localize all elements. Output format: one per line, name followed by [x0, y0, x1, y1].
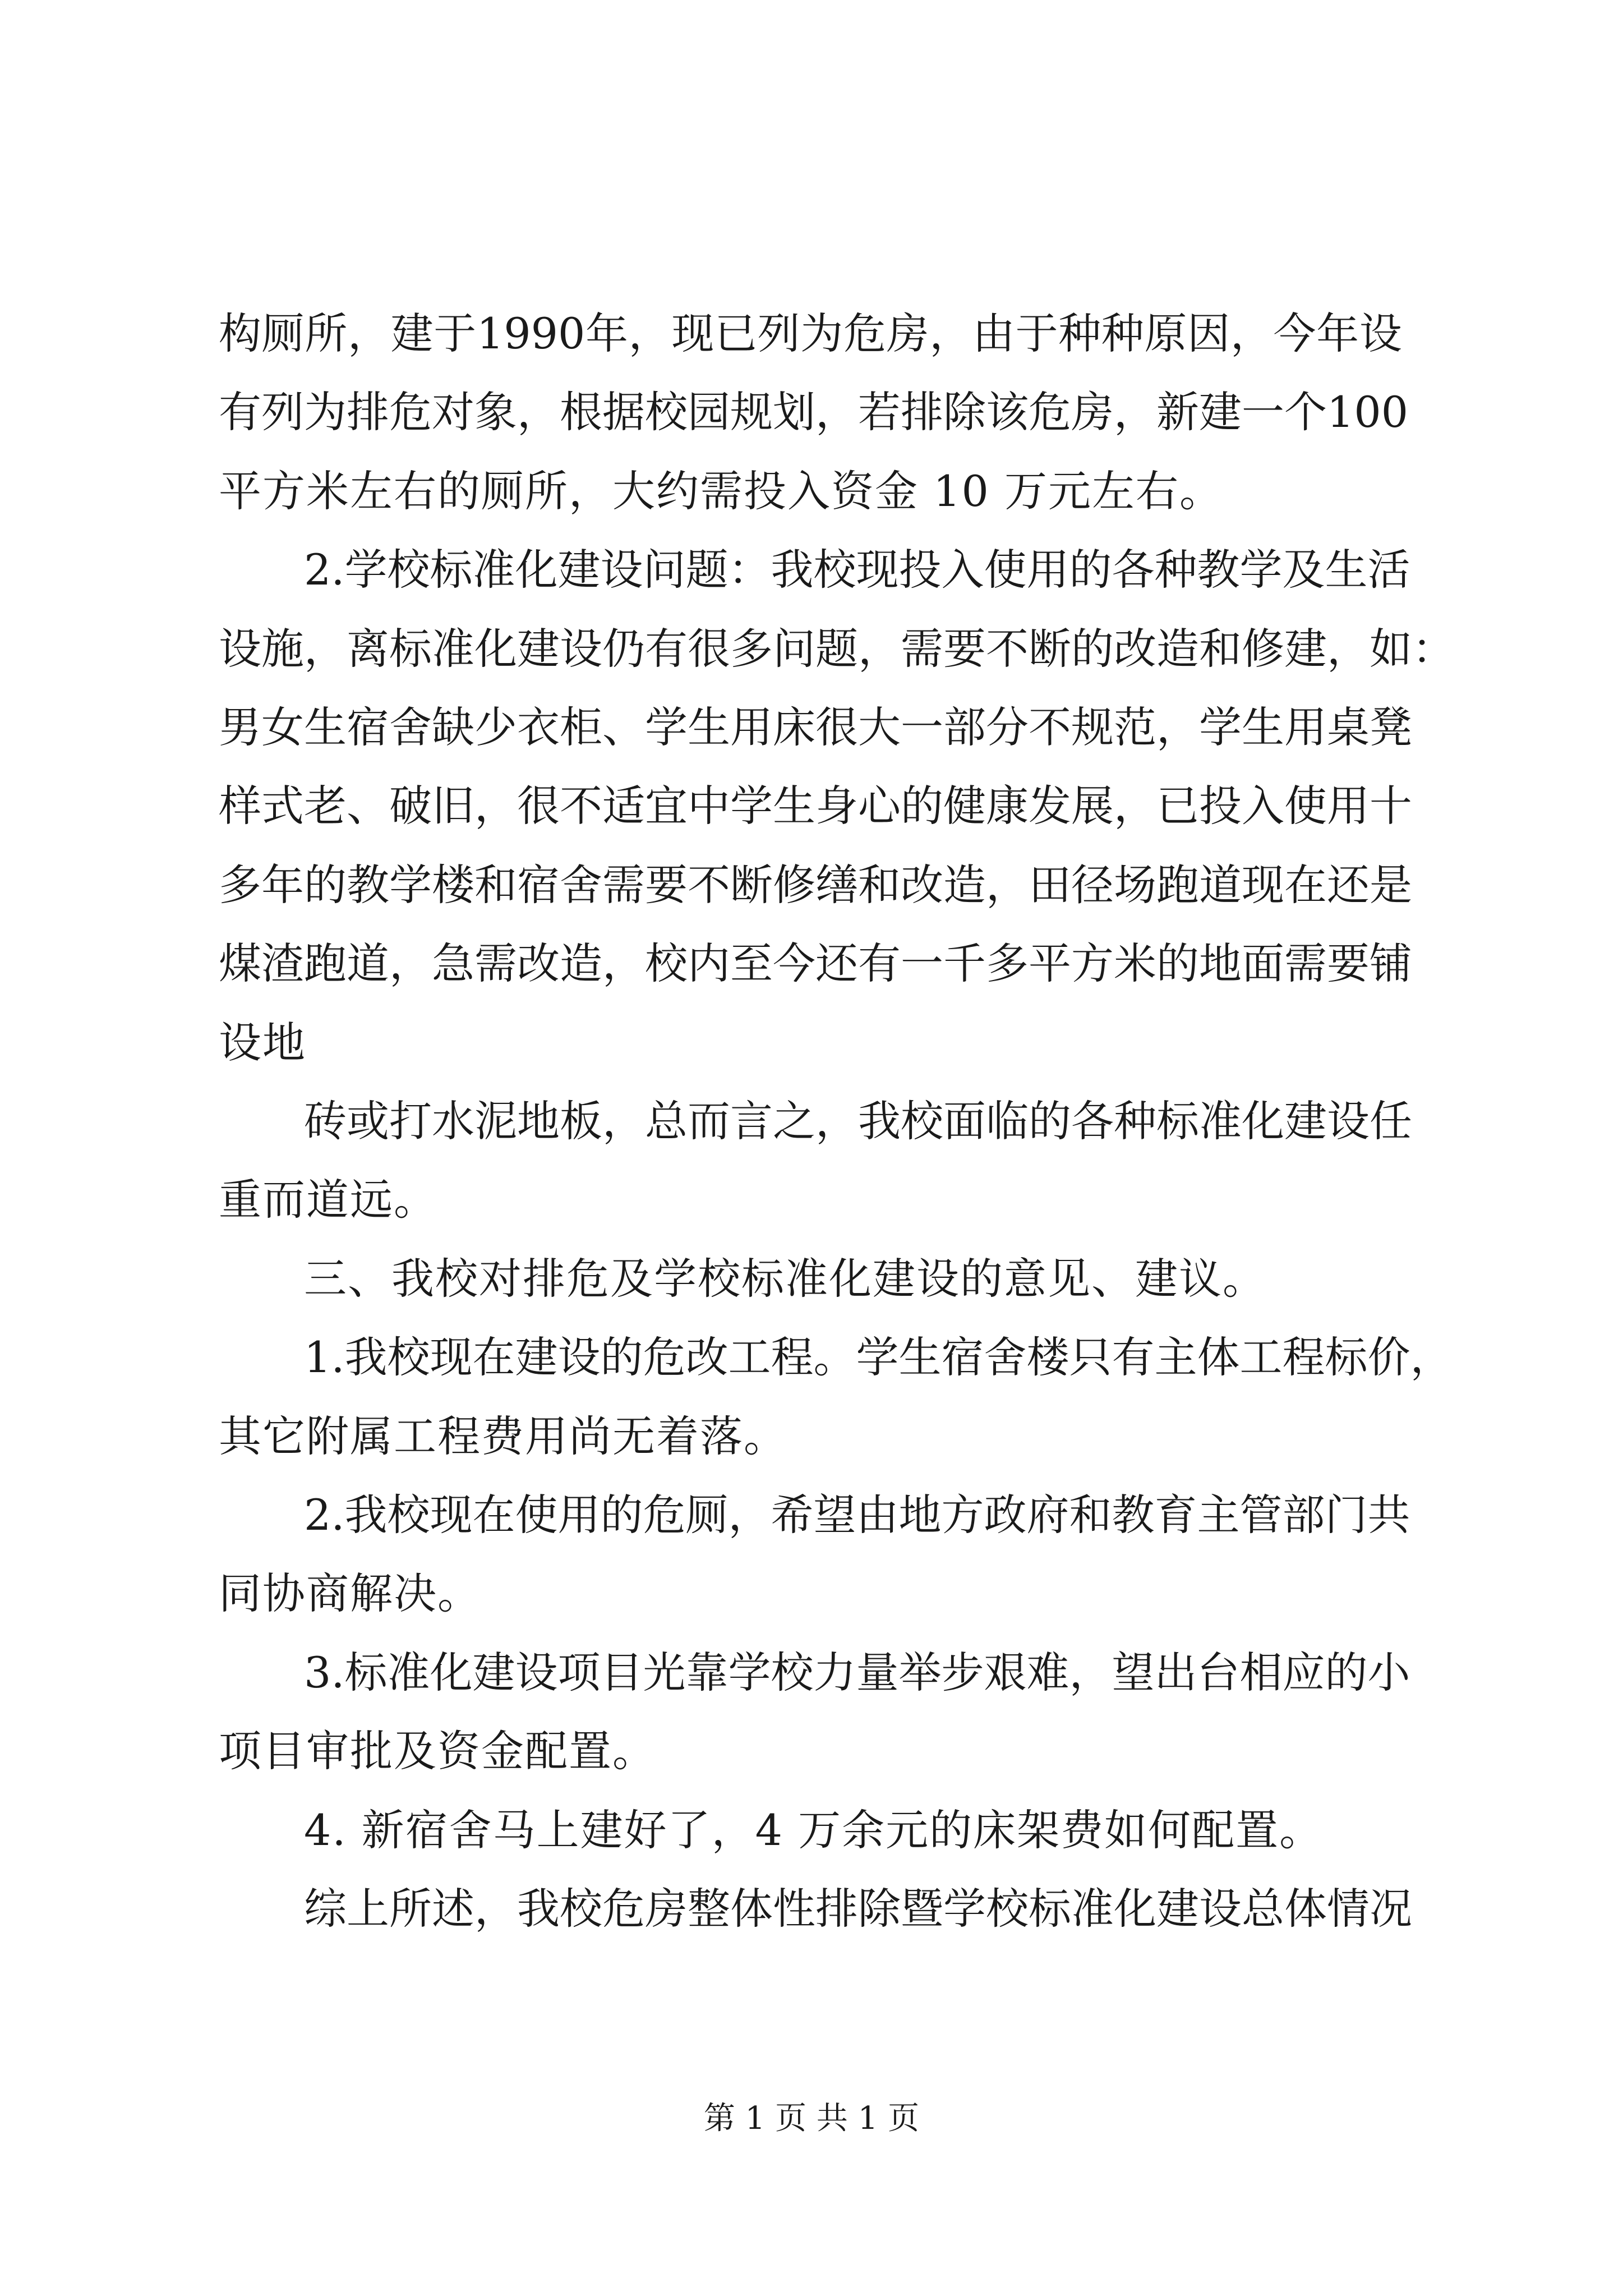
text-line: 有 列 为 排 危 对 象 ， 根 据 校 园 规 划 ， 若 排 除 该 危 房 ， 新 建 一 个 100 [219, 387, 1409, 438]
text-line: 2. 我 校 现 在 使 用 的 危 厕 ， 希 望 由 地 方 政 府 和 教 育 主 管 部 门 共 [304, 1490, 1410, 1540]
text-line: 项目审批及资金配置。 [219, 1726, 656, 1777]
text-line: 设 施 ， 离 标 准 化 建 设 仍 有 很 多 问 题 ， 需 要 不 断 的 改 造 和 修 建 ， 如 ： [219, 623, 1455, 674]
text-line: 构 厕 所 ， 建 于 1990 年 ， 现 已 列 为 危 房 ， 由 于 种 种 原 因 ， 今 年 设 [219, 309, 1402, 358]
page-footer: 第 1 页 共 1 页 [703, 2100, 920, 2137]
text-line: 3. 标 准 化 建 设 项 目 光 靠 学 校 力 量 举 步 艰 难 ， 望 出 台 相 应 的 小 [304, 1647, 1410, 1697]
text-line: 多 年 的 教 学 楼 和 宿 舍 需 要 不 断 修 缮 和 改 造 ， 田 径 场 跑 道 现 在 还 是 [219, 859, 1412, 910]
text-line: 砖 或 打 水 泥 地 板 ， 总 而 言 之 ， 我 校 面 临 的 各 种 标 准 化 建 设 任 [304, 1096, 1412, 1146]
text-line: 重而道远。 [219, 1175, 437, 1225]
text-line: 4. 新宿舍马上建好了，4 万余元的床架费如何配置。 [304, 1805, 1324, 1855]
text-line: 综 上 所 述 ， 我 校 危 房 整 体 性 排 除 暨 学 校 标 准 化 建 设 总 体 情 况 [304, 1884, 1412, 1934]
text-line: 煤 渣 跑 道 ， 急 需 改 造 ， 校 内 至 今 还 有 一 千 多 平 方 米 的 地 面 需 要 铺 [219, 938, 1412, 989]
text-line: 设地 [219, 1017, 306, 1068]
text-line: 三、我校对排危及学校标准化建设的意见、建议。 [304, 1253, 1266, 1304]
text-line: 平方米左右的厕所，大约需投入资金 10 万元左右。 [219, 466, 1224, 516]
text-line: 男 女 生 宿 舍 缺 少 衣 柜 、 学 生 用 床 很 大 一 部 分 不 规 范 ， 学 生 用 桌 凳 [219, 702, 1412, 752]
text-line: 1. 我 校 现 在 建 设 的 危 改 工 程 。 学 生 宿 舍 楼 只 有 主 体 工 程 标 价 ， [304, 1332, 1453, 1383]
text-line: 同协商解决。 [219, 1568, 481, 1619]
text-line: 2. 学 校 标 准 化 建 设 问 题 ： 我 校 现 投 入 使 用 的 各 种 教 学 及 生 活 [304, 545, 1410, 595]
text-line: 其它附属工程费用尚无着落。 [219, 1411, 787, 1461]
text-line: 样 式 老 、 破 旧 ， 很 不 适 宜 中 学 生 身 心 的 健 康 发 展 ， 已 投 入 使 用 十 [219, 781, 1412, 831]
